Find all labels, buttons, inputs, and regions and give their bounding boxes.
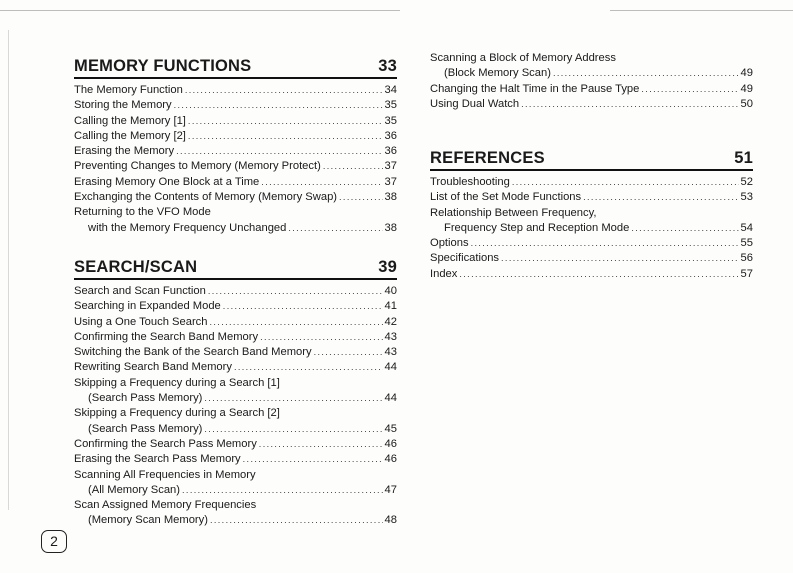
toc-entry-title: Returning to the VFO Mode xyxy=(74,206,211,219)
dot-leader xyxy=(185,83,383,98)
toc-entry[interactable] xyxy=(430,190,753,205)
toc-entry-subtitle: (Search Pass Memory) xyxy=(88,422,203,435)
toc-entry-page: 56 xyxy=(740,252,753,265)
toc-entry-page: 46 xyxy=(384,453,397,466)
toc-entry-line xyxy=(430,267,753,282)
toc-entry[interactable] xyxy=(430,206,753,237)
toc-entry[interactable] xyxy=(74,175,397,190)
toc-entry-page: 45 xyxy=(384,422,397,435)
section-title: SEARCH/SCAN xyxy=(74,258,198,276)
toc-entry[interactable] xyxy=(430,51,753,82)
toc-entry-line xyxy=(430,236,753,251)
dot-leader xyxy=(512,175,739,190)
toc-entry[interactable] xyxy=(430,82,753,97)
section-title: REFERENCES xyxy=(430,149,545,167)
toc-entry-subtitle: Frequency Step and Reception Mode xyxy=(444,221,630,234)
toc-entry-title: Search and Scan Function xyxy=(74,285,206,297)
toc-entry-title: Exchanging the Contents of Memory (Memory Swap) xyxy=(74,191,338,204)
toc-entry[interactable] xyxy=(74,159,397,174)
toc-entry[interactable] xyxy=(74,83,397,98)
toc-entry-page: 49 xyxy=(740,67,753,80)
dot-leader xyxy=(339,190,383,205)
toc-entry-page: 43 xyxy=(384,346,397,359)
dot-leader xyxy=(204,391,382,406)
toc-entry-page: 55 xyxy=(740,237,753,250)
dot-leader xyxy=(288,221,382,236)
toc-entry-page: 43 xyxy=(384,330,397,343)
toc-entry-page: 40 xyxy=(384,285,397,297)
toc-entry-line xyxy=(430,82,753,97)
toc-entry[interactable] xyxy=(430,267,753,282)
toc-entry[interactable] xyxy=(74,498,397,529)
toc-entry-page: 38 xyxy=(384,221,397,234)
toc-entry-line xyxy=(74,221,397,236)
toc-entry-line xyxy=(430,251,753,266)
toc-entry-line xyxy=(74,468,397,483)
toc-entry-title: Calling the Memory [2] xyxy=(74,129,186,142)
toc-entry-line xyxy=(74,315,397,330)
dot-leader xyxy=(459,267,738,282)
dot-leader xyxy=(210,315,383,330)
toc-entry-title: Confirming the Search Band Memory xyxy=(74,330,259,343)
toc-entry-line xyxy=(74,299,397,314)
toc-continued-entries xyxy=(430,51,753,112)
dot-leader xyxy=(188,129,383,144)
toc-entry-list xyxy=(74,284,397,529)
toc-entry[interactable] xyxy=(74,345,397,360)
toc-entry-line xyxy=(430,175,753,190)
toc-entry-line xyxy=(74,406,397,421)
toc-entry[interactable] xyxy=(74,299,397,314)
dot-leader xyxy=(323,159,383,174)
toc-entry-page: 41 xyxy=(384,300,397,313)
toc-entry-line xyxy=(74,83,397,98)
toc-entry-list xyxy=(74,83,397,236)
toc-entry-line xyxy=(74,513,397,528)
toc-entry-title: Skipping a Frequency during a Search [2] xyxy=(74,407,280,420)
toc-entry[interactable] xyxy=(74,205,397,236)
dot-leader xyxy=(261,175,382,190)
toc-entry[interactable] xyxy=(430,175,753,190)
toc-entry-line xyxy=(74,422,397,437)
toc-entry[interactable] xyxy=(74,468,397,499)
toc-entry-page: 44 xyxy=(384,392,397,405)
dot-leader xyxy=(223,299,383,314)
toc-entry-page: 47 xyxy=(384,483,397,496)
toc-entry-page: 37 xyxy=(384,160,397,173)
dot-leader xyxy=(234,360,383,375)
toc-entry-title: Erasing the Search Pass Memory xyxy=(74,453,241,466)
toc-entry-line xyxy=(74,437,397,452)
toc-entry-title: Index xyxy=(430,267,458,280)
dot-leader xyxy=(501,251,739,266)
toc-entry-line xyxy=(74,159,397,174)
section-heading xyxy=(430,149,753,171)
toc-entry[interactable] xyxy=(74,437,397,452)
section-page-number: 33 xyxy=(378,57,397,75)
toc-entry-line xyxy=(74,114,397,129)
toc-entry-page: 52 xyxy=(740,176,753,188)
dot-leader xyxy=(583,190,738,205)
dot-leader xyxy=(176,144,382,159)
toc-entry-line xyxy=(74,98,397,113)
toc-entry-line xyxy=(430,221,753,236)
toc-entry-line xyxy=(74,376,397,391)
dot-leader xyxy=(243,452,383,467)
toc-entry-line xyxy=(74,129,397,144)
toc-entry-title: Specifications xyxy=(430,252,500,265)
toc-entry-title: Troubleshooting xyxy=(430,176,510,188)
toc-entry-line xyxy=(74,205,397,220)
toc-entry[interactable] xyxy=(74,114,397,129)
dot-leader xyxy=(259,437,383,452)
toc-entry-line xyxy=(74,190,397,205)
page-number-badge: 2 xyxy=(41,530,67,553)
toc-entry-page: 48 xyxy=(384,514,397,527)
toc-entry-title: Scanning a Block of Memory Address xyxy=(430,52,616,64)
dot-leader xyxy=(174,98,383,113)
toc-entry-page: 36 xyxy=(384,145,397,158)
toc-entry-line xyxy=(430,190,753,205)
section-heading xyxy=(74,258,397,280)
toc-entry-title: Preventing Changes to Memory (Memory Protect) xyxy=(74,160,321,173)
toc-entry-title: Using a One Touch Search xyxy=(74,315,208,328)
toc-entry[interactable] xyxy=(74,315,397,330)
toc-entry-line xyxy=(74,144,397,159)
dot-leader xyxy=(260,330,382,345)
toc-entry-page: 44 xyxy=(384,361,397,374)
toc-entry-title: Calling the Memory [1] xyxy=(74,114,186,127)
dot-leader xyxy=(471,236,739,251)
dot-leader xyxy=(631,221,738,236)
toc-entry-page: 34 xyxy=(384,84,397,96)
toc-entry-title: Confirming the Search Pass Memory xyxy=(74,437,257,450)
toc-entry-title: Scanning All Frequencies in Memory xyxy=(74,468,256,481)
toc-entry-page: 36 xyxy=(384,129,397,142)
toc-entry[interactable] xyxy=(74,144,397,159)
toc-entry-title: Erasing Memory One Block at a Time xyxy=(74,175,260,188)
toc-entry-line xyxy=(74,330,397,345)
toc-entry[interactable] xyxy=(74,406,397,437)
toc-entry[interactable] xyxy=(74,98,397,113)
toc-entry-title: Storing the Memory xyxy=(74,99,172,112)
toc-entry-title: Erasing the Memory xyxy=(74,145,175,158)
toc-entry-page: 42 xyxy=(384,315,397,328)
dot-leader xyxy=(204,422,382,437)
section-page-number: 51 xyxy=(734,149,753,167)
toc-entry-subtitle: (All Memory Scan) xyxy=(88,483,181,496)
toc-entry[interactable] xyxy=(74,376,397,407)
toc-entry-title: The Memory Function xyxy=(74,84,183,96)
toc-entry-line xyxy=(74,284,397,299)
toc-entry-page: 54 xyxy=(740,221,753,234)
section-page-number: 39 xyxy=(378,258,397,276)
toc-entry-title: Scan Assigned Memory Frequencies xyxy=(74,499,257,512)
toc-entry-line xyxy=(430,51,753,66)
toc-entry-page: 53 xyxy=(740,191,753,204)
toc-entry[interactable] xyxy=(74,129,397,144)
toc-entry-list xyxy=(430,51,753,112)
toc-entry-page: 37 xyxy=(384,175,397,188)
toc-entry-page: 57 xyxy=(740,267,753,280)
dot-leader xyxy=(210,513,383,528)
toc-entry-title: Searching in Expanded Mode xyxy=(74,300,221,313)
dot-leader xyxy=(182,483,383,498)
toc-entry-page: 46 xyxy=(384,437,397,450)
dot-leader xyxy=(553,66,739,81)
toc-entry-line xyxy=(430,206,753,221)
toc-entry-line xyxy=(74,360,397,375)
toc-entry[interactable] xyxy=(74,360,397,375)
toc-entry-title: Skipping a Frequency during a Search [1] xyxy=(74,376,280,389)
toc-entry-line xyxy=(430,97,753,112)
toc-entry-title: Using Dual Watch xyxy=(430,97,520,110)
toc-entry-title: Switching the Bank of the Search Band Memory xyxy=(74,346,312,359)
toc-entry-subtitle: (Memory Scan Memory) xyxy=(88,514,208,527)
toc-entry-line xyxy=(74,483,397,498)
toc-entry-page: 35 xyxy=(384,114,397,127)
toc-entry-line xyxy=(74,175,397,190)
dot-leader xyxy=(188,114,383,129)
section-title: MEMORY FUNCTIONS xyxy=(74,57,252,75)
binding-edge xyxy=(8,30,9,510)
toc-entry-title: Relationship Between Frequency, xyxy=(430,206,597,219)
toc-entry-line xyxy=(74,391,397,406)
toc-entry-title: List of the Set Mode Functions xyxy=(430,191,582,204)
top-rule-right xyxy=(610,10,793,11)
toc-entry-list xyxy=(430,175,753,282)
toc-entry[interactable] xyxy=(74,330,397,345)
toc-entry-line xyxy=(74,452,397,467)
toc-entry-page: 35 xyxy=(384,99,397,112)
toc-entry[interactable] xyxy=(74,284,397,299)
section-heading xyxy=(74,57,397,79)
toc-entry[interactable] xyxy=(74,452,397,467)
toc-entry-page: 50 xyxy=(740,97,753,110)
toc-entry[interactable] xyxy=(430,97,753,112)
dot-leader xyxy=(641,82,738,97)
dot-leader xyxy=(208,284,383,299)
toc-entry-page: 38 xyxy=(384,191,397,204)
dot-leader xyxy=(521,97,738,112)
toc-entry-title: Changing the Halt Time in the Pause Type xyxy=(430,82,640,95)
toc-entry-title: Rewriting Search Band Memory xyxy=(74,361,232,374)
dot-leader xyxy=(314,345,383,360)
top-rule-left xyxy=(0,10,400,11)
toc-entry[interactable] xyxy=(430,251,753,266)
toc-entry-line xyxy=(74,498,397,513)
toc-section-references xyxy=(430,149,753,282)
toc-entry-subtitle: (Block Memory Scan) xyxy=(444,67,551,80)
toc-entry-line xyxy=(74,345,397,360)
toc-entry-page: 49 xyxy=(740,82,753,95)
toc-entry-title: Options xyxy=(430,237,469,250)
toc-section-search-scan xyxy=(74,258,397,529)
toc-entry[interactable] xyxy=(430,236,753,251)
toc-section-memory-functions xyxy=(74,57,397,236)
toc-entry-subtitle: with the Memory Frequency Unchanged xyxy=(88,221,287,234)
toc-entry[interactable] xyxy=(74,190,397,205)
toc-entry-line xyxy=(430,66,753,81)
toc-entry-subtitle: (Search Pass Memory) xyxy=(88,392,203,405)
